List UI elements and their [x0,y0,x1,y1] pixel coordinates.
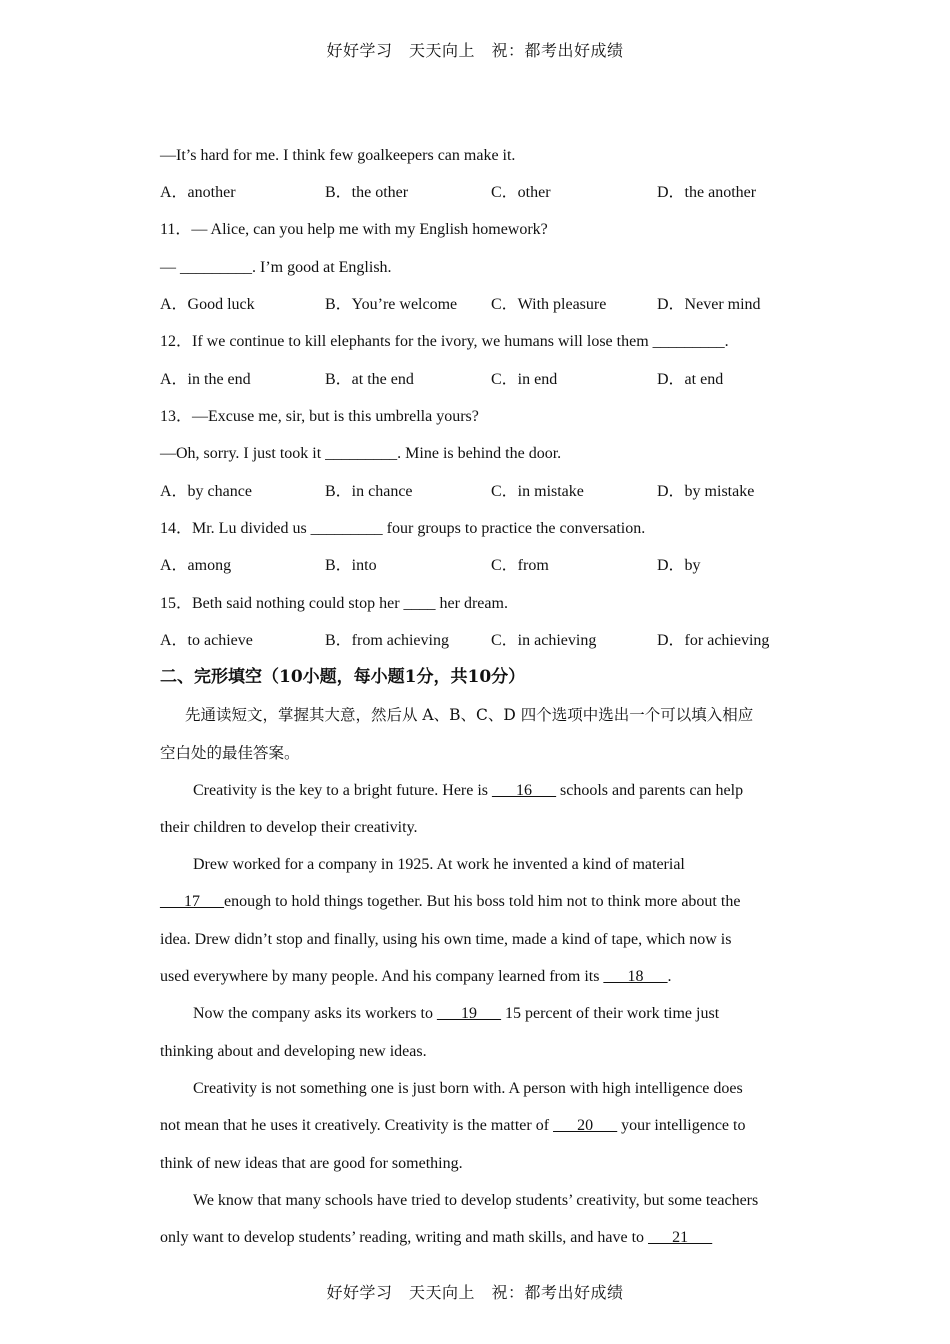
q13-option-c: C．in mistake [491,483,584,500]
q11-option-b: B．You’re welcome [325,296,458,313]
q11-option-a: A．Good luck [160,296,255,313]
passage-text: used everywhere by many people. And his company learned from its [160,968,604,985]
passage-text: schools and parents can help [556,782,744,799]
blank-16: ___16___ [492,782,557,799]
page-header: 好好学习 天天向上 祝：都考出好成绩 [326,41,624,60]
passage-line: We know that many schools have tried to develop students’ creativity, but some teachers [193,1192,759,1209]
q13-option-b: B．in chance [325,483,413,500]
q11-stem: 11．— Alice, can you help me with my English homework? [160,221,548,238]
q15-option-a: A．to achieve [160,632,253,649]
section-instruction-line1: 先通读短文，掌握其大意，然后从 A、B、C、D 四个选项中选出一个可以填入相应 [185,706,754,724]
section-instruction-line2: 空白处的最佳答案。 [160,744,300,762]
passage-line [193,781,743,801]
passage-text: Now the company asks its workers to [193,1005,437,1022]
passage-line: their children to develop their creativity. [160,819,418,836]
passage-line: thinking about and developing new ideas. [160,1043,427,1060]
q13-stem: 13．—Excuse me, sir, but is this umbrella yours? [160,408,479,425]
q14-option-d: D．by [657,557,701,574]
q12-option-d: D．at end [657,371,724,388]
q10-option-c: C．other [491,184,551,201]
q13-option-a: A．by chance [160,483,252,500]
passage-line: think of new ideas that are good for something. [160,1155,463,1172]
q13-option-d: D．by mistake [657,483,755,500]
q14-option-c: C．from [491,557,549,574]
passage-line: Drew worked for a company in 1925. At work he invented a kind of material [193,856,685,873]
q14-option-b: B．into [325,557,377,574]
q15-option-d: D．for achieving [657,632,770,649]
q15-option-b: B．from achieving [325,632,449,649]
section-title: 二、完形填空（10小题，每小题1分，共10分） [160,667,526,687]
passage-text: Creativity is the key to a bright future. Here is [193,782,493,799]
q11-option-c: C．With pleasure [491,296,607,313]
passage-text: . [667,968,672,985]
passage-text: only want to develop students’ reading, writing and math skills, and have to [160,1229,649,1246]
q12-stem: 12．If we continue to kill elephants for the ivory, we humans will lose them _________. [160,333,729,350]
q10-option-d: D．the another [657,184,757,201]
q12-option-b: B．at the end [325,371,414,388]
passage-text: 15 percent of their work time just [500,1005,720,1022]
passage-line: Creativity is not something one is just born with. A person with high intelligence does [193,1080,743,1097]
blank-20: ___20___ [553,1117,618,1134]
blank-21: ___21___ [648,1229,713,1246]
q15-option-c: C．in achieving [491,632,597,649]
q15-stem: 15．Beth said nothing could stop her ____ her dream. [160,595,508,612]
passage-line: idea. Drew didn’t stop and finally, using his own time, made a kind of tape, which now is [160,931,732,948]
q10-option-a: A．another [160,184,236,201]
blank-18: ___18___ [603,968,668,985]
q12-option-c: C．in end [491,371,558,388]
passage-text: enough to hold things together. But his boss told him not to think more about the [224,893,741,910]
passage-line [160,1116,745,1136]
passage-text: your intelligence to [617,1117,746,1134]
passage-line [160,892,740,912]
q10-option-b: B．the other [325,184,409,201]
q14-stem: 14．Mr. Lu divided us _________ four groups to practice the conversation. [160,520,646,537]
q13-reply: —Oh, sorry. I just took it _________. Mine is behind the door. [160,445,562,462]
q10-reply: —It’s hard for me. I think few goalkeepers can make it. [160,147,516,164]
passage-line [160,1228,712,1248]
passage-text: not mean that he uses it creatively. Creativity is the matter of [160,1117,554,1134]
passage-line [193,1004,719,1024]
blank-19: ___19___ [436,1005,501,1022]
passage-line [160,967,671,987]
q14-option-a: A．among [160,557,232,574]
q11-option-d: D．Never mind [657,296,761,313]
page-footer: 好好学习 天天向上 祝：都考出好成绩 [326,1283,624,1302]
q12-option-a: A．in the end [160,371,251,388]
q11-reply: — _________. I’m good at English. [160,259,392,276]
blank-17: ___17___ [160,893,224,910]
